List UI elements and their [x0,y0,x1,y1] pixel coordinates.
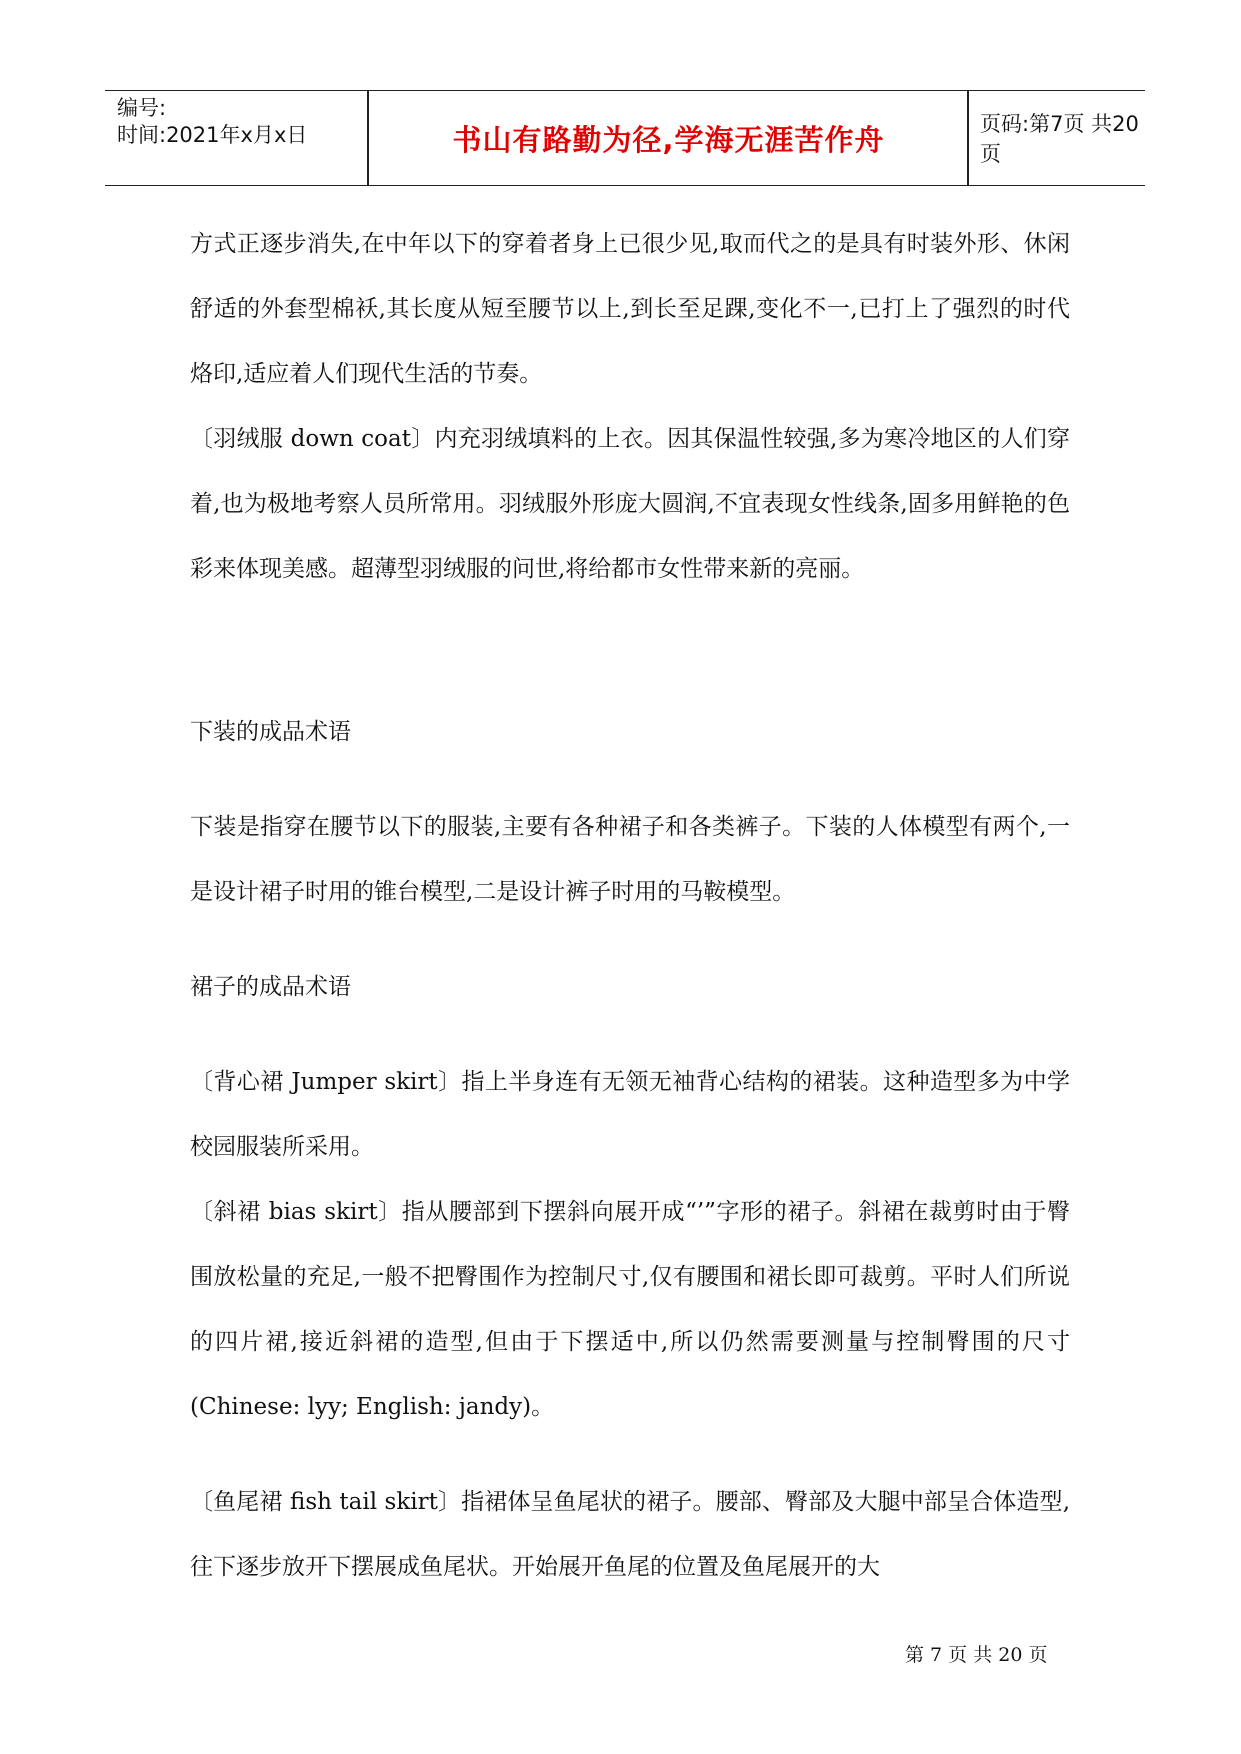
heading-skirt-terms: 裙子的成品术语 [190,974,351,1000]
document-number-label: 编号: [117,96,167,120]
page-header [105,90,1145,186]
header-divider-right [967,91,969,185]
paragraph-fish-tail-skirt: 〔鱼尾裙 fish tail skirt〕指裙体呈鱼尾状的裙子。腰部、臀部及大腿中部呈合体造型,往下逐步放开下摆展成鱼尾状。开始展开鱼尾的位置及鱼尾展开的大 [190,1489,1070,1580]
paragraph-down-coat: 〔羽绒服 down coat〕内充羽绒填料的上衣。因其保温性较强,多为寒冷地区的人们穿着,也为极地考察人员所常用。羽绒服外形庞大圆润,不宜表现女性线条,固多用鲜艳的色彩来体现美感。超薄型羽绒服的问世,将给都市女性带来新的亮丽。 [190,426,1070,582]
page-footer: 第 7 页 共 20 页 [905,1644,1048,1666]
header-divider-left [367,91,369,185]
header-motto: 书山有路勤为径,学海无涯苦作舟 [452,122,885,157]
paragraph-bottoms: 下装是指穿在腰节以下的服装,主要有各种裙子和各类裤子。下装的人体模型有两个,一是设计裙子时用的锥台模型,二是设计裤子时用的马鞍模型。 [190,814,1070,905]
heading-bottoms-terms: 下装的成品术语 [190,719,351,745]
header-page-label: 页码:第7页 共20页 [980,112,1139,166]
paragraph-cotton-coat-continued: 方式正逐步消失,在中年以下的穿着者身上已很少见,取而代之的是具有时装外形、休闲舒适的外套型棉袄,其长度从短至腰节以上,到长至足踝,变化不一,已打上了强烈的时代烙印,适应着人们现代生活的节奏。 [190,231,1070,387]
paragraph-bias-skirt: 〔斜裙 bias skirt〕指从腰部到下摆斜向展开成“’”字形的裙子。斜裙在裁剪时由于臀围放松量的充足,一般不把臀围作为控制尺寸,仅有腰围和裙长即可裁剪。平时人们所说的四片裙,接近斜裙的造型,但由于下摆适中,所以仍然需要测量与控制臀围的尺寸(Chinese: lyy; English: jandy)。 [190,1199,1070,1420]
paragraph-jumper-skirt: 〔背心裙 Jumper skirt〕指上半身连有无领无袖背心结构的裙装。这种造型多为中学校园服装所采用。 [190,1069,1070,1160]
header-meta [117,91,367,185]
document-time-label: 时间:2021年x月x日 [117,123,308,147]
